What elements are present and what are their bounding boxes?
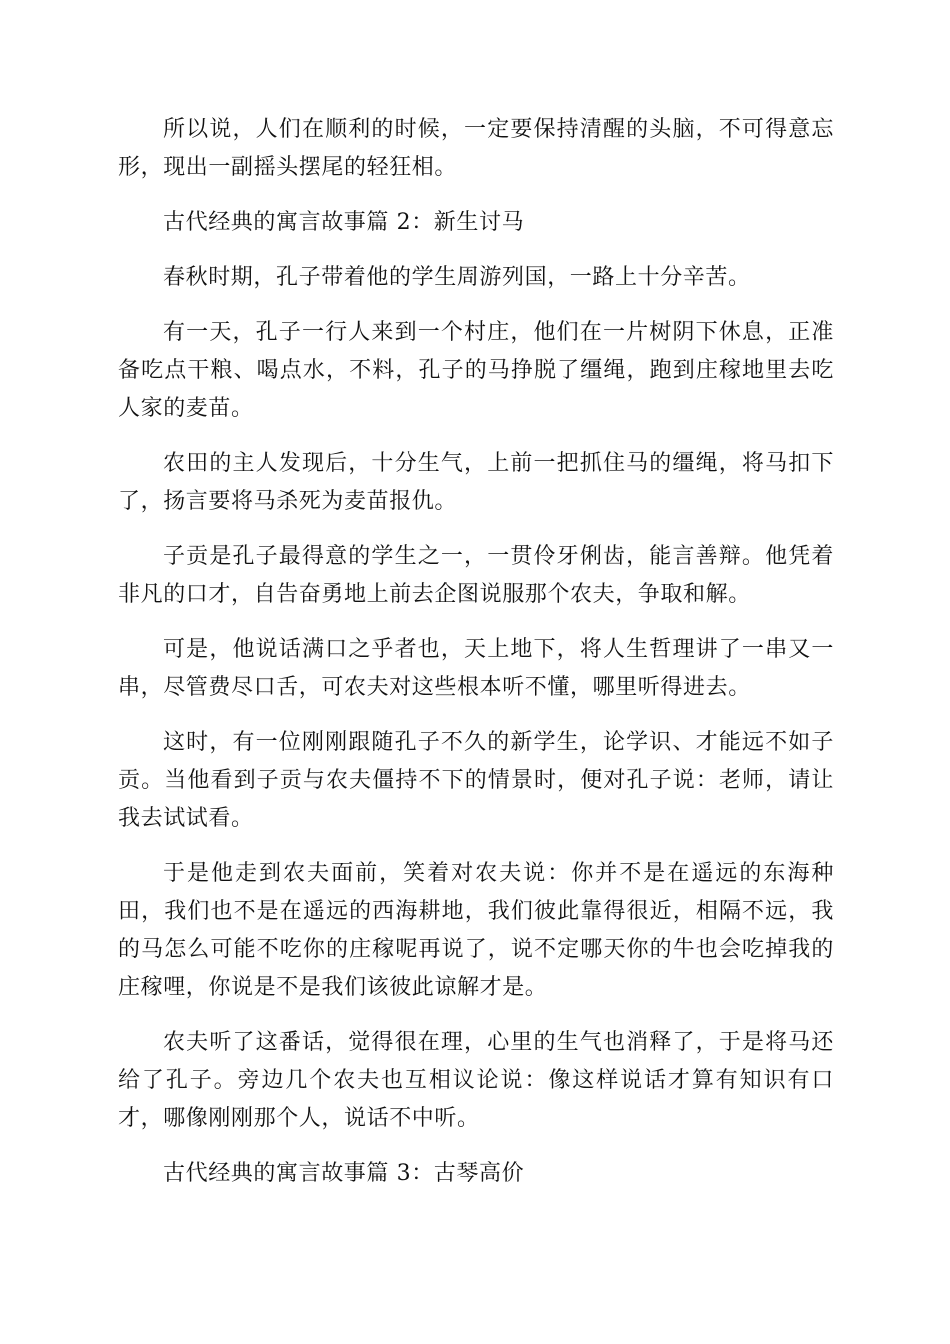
section-heading-story-3: 古代经典的寓言故事篇 3：古琴高价 xyxy=(163,1161,525,1186)
section-heading-story-2: 古代经典的寓言故事篇 2：新生讨马 xyxy=(163,210,525,235)
paragraph-conclusion: 所以说，人们在顺利的时候，一定要保持清醒的头脑，不可得意忘形，现出一副摇头摆尾的轻狂相。 xyxy=(118,117,834,180)
paragraph: 这时，有一位刚刚跟随孔子不久的新学生，论学识、才能远不如子贡。当他看到子贡与农夫僵持不下的情景时，便对孔子说：老师，请让我去试试看。 xyxy=(118,730,834,831)
paragraph: 可是，他说话满口之乎者也，天上地下，将人生哲理讲了一串又一串，尽管费尽口舌，可农夫对这些根本听不懂，哪里听得进去。 xyxy=(118,637,834,700)
paragraph: 于是他走到农夫面前，笑着对农夫说：你并不是在遥远的东海种田，我们也不是在遥远的西海耕地，我们彼此靠得很近，相隔不远，我的马怎么可能不吃你的庄稼呢再说了，说不定哪天你的牛也会吃掉我的庄稼哩，你说是不是我们该彼此谅解才是。 xyxy=(118,861,834,1000)
text-column xyxy=(118,111,834,1210)
paragraph: 农夫听了这番话，觉得很在理，心里的生气也消释了，于是将马还给了孔子。旁边几个农夫也互相议论说：像这样说话才算有知识有口才，哪像刚刚那个人，说话不中听。 xyxy=(118,1030,834,1131)
paragraph: 子贡是孔子最得意的学生之一，一贯伶牙俐齿，能言善辩。他凭着非凡的口才，自告奋勇地上前去企图说服那个农夫，争取和解。 xyxy=(118,544,834,607)
paragraph: 春秋时期，孔子带着他的学生周游列国，一路上十分辛苦。 xyxy=(163,265,751,290)
paragraph: 有一天，孔子一行人来到一个村庄，他们在一片树阴下休息，正准备吃点干粮、喝点水，不料，孔子的马挣脱了缰绳，跑到庄稼地里去吃人家的麦苗。 xyxy=(118,320,834,421)
paragraph: 农田的主人发现后，十分生气，上前一把抓住马的缰绳，将马扣下了，扬言要将马杀死为麦苗报仇。 xyxy=(118,451,834,514)
